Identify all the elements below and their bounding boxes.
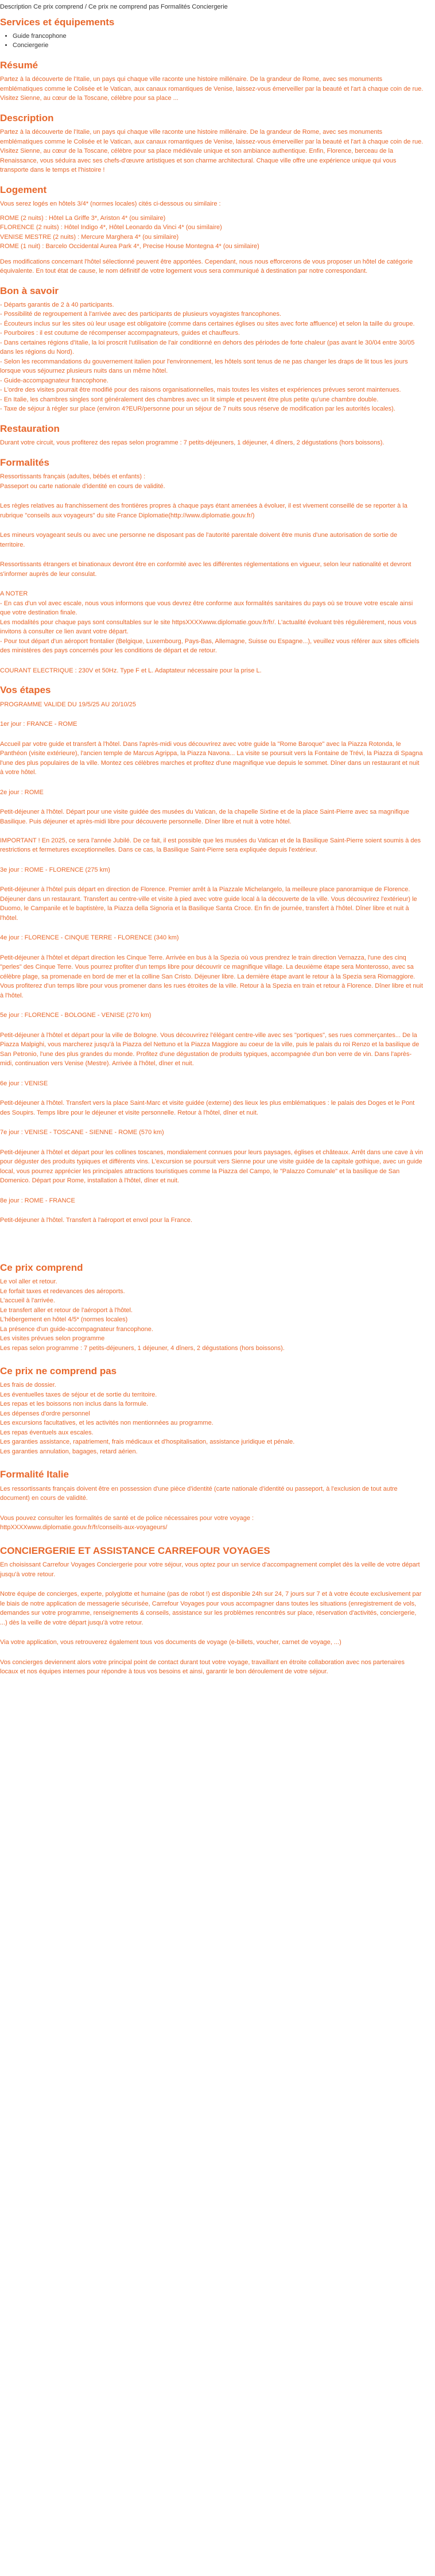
hotel-line: FLORENCE (2 nuits) : Hôtel Indigo 4*, Hôtel Leonardo da Vinci 4* (ou similaire) bbox=[0, 224, 222, 231]
day-text: Petit-déjeuner à l'hôtel et départ direction les Cinque Terre. Arrivée en bus à la Spezia où vous prendrez le train direction Vernazza, l'une des cinq "perles" des Cinque Terre. Vous pourrez profiter d'un temps libre pour découvrir ce magnifique village. La deuxième étape sera Monterosso, avec sa célèbre plage, sa promenade en bord de mer et la colline San Cristo. Déjeuner libre. La dernière étape avant le retour à la Spezia sera Riomaggiore. Vous profiterez d'un temps libre pour vous promener dans les rues étroites de la ville. Retour à la Spezia en train et retour à Florence. Dîner libre et nuit à l'hôtel. bbox=[0, 954, 424, 999]
prix-comprend-line: Le transfert aller et retour de l'aéroport à l'hôtel. bbox=[0, 1306, 133, 1314]
hotel-line: VENISE MESTRE (2 nuits) : Mercure Marghera 4* (ou similaire) bbox=[0, 233, 179, 241]
day-text: Petit-déjeuner à l'hôtel. Départ pour une visite guidée des musées du Vatican, de la chapelle Sixtine et de la place Saint-Pierre avec sa magnifique Basilique. Puis déjeuner et après-midi libre pour découverte personnelle. Dîner libre et nuit à votre hôtel. IMPORTANT ! En 2025, ce sera l'année Jubilé. De ce fait, il est possible que les musées du Vatican et de la Basilique Saint-Pierre soient soumis à des restrictions et fermetures exceptionnelles. Dans ce cas, la Basilique Saint-Pierre sera expliquée depuis l'extérieur. bbox=[0, 809, 421, 854]
logement-hotels bbox=[0, 214, 424, 252]
prix-ne-comprend-line: Les garanties assistance, rapatriement, frais médicaux et d'hospitalisation, assistance juridique et pénale. bbox=[0, 1438, 295, 1446]
programme-validity: PROGRAMME VALIDE DU 19/5/25 AU 20/10/25 bbox=[0, 701, 137, 708]
prix-ne-comprend-line: Les éventuelles taxes de séjour et de sortie du territoire. bbox=[0, 1391, 157, 1398]
prix-comprend-line: Les visites prévues selon programme bbox=[0, 1335, 105, 1343]
day-title: 3e jour : ROME - FLORENCE (275 km) bbox=[0, 866, 110, 873]
logement-note: Des modifications concernant l'hôtel sélectionné peuvent être apportées. Cependant, nous nous efforcerons de vous proposer un hôtel de catégorie équivalente. En tout état de cause, le nom définitif de votre logement vous sera communiqué à destination par notre correspondant. bbox=[0, 258, 413, 275]
bon-savoir-line: - Guide-accompagnateur francophone. bbox=[0, 377, 108, 384]
restauration-title: Restauration bbox=[0, 423, 60, 434]
bon-savoir-list bbox=[0, 300, 424, 414]
hotel-line: ROME (2 nuits) : Hôtel La Griffe 3*, Ariston 4* (ou similaire) bbox=[0, 214, 166, 222]
logement-intro: Vous serez logés en hôtels 3/4* (normes locales) cités ci-dessous ou similaire : bbox=[0, 200, 221, 208]
day-title: 2e jour : ROME bbox=[0, 788, 44, 796]
day-title: 5e jour : FLORENCE - BOLOGNE - VENISE (270 km) bbox=[0, 1012, 152, 1019]
prix-comprend-line: Le vol aller et retour. bbox=[0, 1278, 57, 1286]
formalite-italie-para: Vous pouvez consulter les formalités de santé et de police nécessaires pour votre voyage : httpXXXXwww.diplomatie.gouv.fr/fr/conseils-aux-voyageurs/ bbox=[0, 1514, 254, 1531]
formalites-para: Ressortissants français (adultes, bébés et enfants) : Passeport ou carte nationale d'identité en cours de validité. bbox=[0, 473, 165, 490]
conciergerie-para: Via votre application, vous retrouverez également tous vos documents de voyage (e-billets, voucher, carnet de voyage, ...) bbox=[0, 1639, 341, 1646]
hotel-line: ROME (1 nuit) : Barcelo Occidental Aurea Park 4*, Precise House Montegna 4* (ou similaire) bbox=[0, 243, 259, 250]
bon-savoir-line: - Taxe de séjour à régler sur place (environ 4?EUR/personne pour un séjour de 7 nuits sous réserve de modification par les autorités locales). bbox=[0, 405, 395, 413]
services-item: • Guide francophone bbox=[13, 32, 424, 41]
restauration-text: Durant votre circuit, vous profiterez des repas selon programme : 7 petits-déjeuners, 1 déjeuner, 4 dîners, 2 dégustations (hors boissons). bbox=[0, 439, 384, 447]
services-title: Services et équipements bbox=[0, 16, 115, 28]
prix-comprend-list bbox=[0, 1277, 424, 1353]
services-item: • Conciergerie bbox=[13, 41, 424, 51]
prix-ne-comprend-list bbox=[0, 1380, 424, 1456]
day-title: 1er jour : FRANCE - ROME bbox=[0, 721, 77, 728]
day-text: Petit-déjeuner à l'hôtel et départ pour la ville de Bologne. Vous découvrirez l'élégant centre-ville avec ses "portiques", ses rues commerçantes... De la Piazza Malpighi, vous marcherez jusqu'à la Piazza del Nettuno et la Piazza Maggiore au coeur de la ville, puis le palais du roi Renzo et la basilique de San Petronio, l'une des plus grandes du monde. Profitez d'une dégustation de produits typiques, accompagnée d'un bon verre de vin. Dans l'après-midi, continuation vers Venise (Mestre). Arrivée à l'hôtel, dîner et nuit. bbox=[0, 1031, 420, 1067]
formalite-italie-para: Les ressortissants français doivent être en possession d'une pièce d'identité (carte nationale d'identité ou passeport, à l'exclusion de tout autre document) en cours de validité. bbox=[0, 1485, 398, 1502]
prix-ne-comprend-line: Les dépenses d'ordre personnel bbox=[0, 1410, 90, 1417]
prix-comprend-line: L'accueil à l'arrivée. bbox=[0, 1297, 55, 1305]
prix-ne-comprend-line: Les repas et les boissons non inclus dans la formule. bbox=[0, 1401, 149, 1408]
day-text: Petit-déjeuner à l'hôtel. Transfert vers la place Saint-Marc et visite guidée (externe) des lieux les plus emblématiques : le palais des Doges et le Pont des Soupirs. Temps libre pour le déjeuner et visite personnelle. Retour à l'hôtel, dîner et nuit. bbox=[0, 1100, 415, 1116]
day-text: Petit-déjeuner à l'hôtel et départ pour les collines toscanes, mondialement connues pour leurs paysages, églises et châteaux. Arrêt dans une cave à vin pour déguster des produits typiques et différents vins. L'excursion se poursuit vers Sienne pour une visite guidée de la capitale gothique, avec un guide local, vous pourrez apprécier les principales attractions touristiques comme la Piazza del Campo, le "Palazzo Comunale" et la basilique de San Domenico. Départ pour Rome, installation à l'hôtel, dîner et nuit. bbox=[0, 1148, 424, 1185]
day-text: Petit-déjeuner à l'hôtel puis départ en direction de Florence. Premier arrêt à la Piazzale Michelangelo, la meilleure place panoramique de Florence. Déjeuner dans un restaurant. Transfert au centre-ville et visite à pied avec votre guide local à la découverte de la ville. Vous découvrirez l'extérieur) le Duomo, le Campanile et le baptistère, la Piazza della Signoria et la Basilique Santa Croce. En fin de journée, transfert à l'hôtel. Dîner libre et nuit à l'hôtel. bbox=[0, 886, 417, 922]
day-title: 6e jour : VENISE bbox=[0, 1080, 48, 1087]
conciergerie-para: Notre équipe de concierges, experte, polyglotte et humaine (pas de robot !) est disponible 24h sur 24, 7 jours sur 7 et à votre écoute exclusivement par le biais de notre application de messagerie sécurisée, Carrefour Voyages pour vous accompagner dans toutes les situations (enregistrement de vols, demandes sur votre programme, renseignements & conseils, assistance sur les problèmes rencontrés sur place, réservation d'activités, conciergerie, ...) dès la veille de votre départ jusqu'à votre retour. bbox=[0, 1591, 422, 1626]
top-nav-text: Description Ce prix comprend / Ce prix ne comprend pas Formalités Conciergerie bbox=[0, 3, 228, 10]
prix-comprend-line: La présence d'un guide-accompagnateur francophone. bbox=[0, 1325, 153, 1333]
description-title: Description bbox=[0, 112, 54, 123]
prix-ne-comprend-title: Ce prix ne comprend pas bbox=[0, 1366, 117, 1377]
conciergerie-para: En choisissant Carrefour Voyages Conciergerie pour votre séjour, vous optez pour un service d'accompagnement complet dès la veille de votre départ jusqu'à votre retour. bbox=[0, 1561, 420, 1578]
vos-etapes-title: Vos étapes bbox=[0, 684, 51, 696]
bon-savoir-title: Bon à savoir bbox=[0, 285, 59, 296]
formalites-para: A NOTER - En cas d'un vol avec escale, nous vous informons que vous devrez être conforme aux formalités sanitaires du pays où se trouve votre escale ainsi que votre destination finale. Les modalités pour chaque pays sont consultables sur le site httpsXXXXwww.diplomatie.gouv.fr/fr/. L'actualité évoluant très régulièrement, nous vous invitons à consulter ce lien avant votre départ. - Pour tout départ d'un aéroport frontalier (Belgique, Luxembourg, Pays-Bas, Allemagne, Suisse ou Espagne...), veuillez vous référer aux sites officiels des ministères des pays concernés pour les conditions de départ et de retour. bbox=[0, 590, 420, 655]
resume-title: Résumé bbox=[0, 59, 38, 71]
bon-savoir-line: - En Italie, les chambres singles sont généralement des chambres avec un lit simple et peuvent être plus petite qu'une chambre double. bbox=[0, 396, 379, 403]
prix-comprend-line: Les repas selon programme : 7 petits-déjeuners, 1 déjeuner, 4 dîners, 2 dégustations (hors boissons). bbox=[0, 1344, 285, 1352]
bon-savoir-line: - L'ordre des visites pourrait être modifié pour des raisons organisationnelles, mais toutes les visites et expériences prévues seront maintenues. bbox=[0, 386, 401, 394]
day-title: 8e jour : ROME - FRANCE bbox=[0, 1197, 75, 1204]
description-text: Partez à la découverte de l'Italie, un pays qui chaque ville raconte une histoire millénaire. De la grandeur de Rome, avec ses monuments emblématiques comme le Colisée et le Vatican, aux canaux romantiques de Venise, laissez-vous émerveiller par la beauté et l'art à chaque coin de rue. Visitez Sienne, au cœur de la Toscane, célèbre pour sa place médiévale unique et son ambiance authentique. Enfin, Florence, berceau de la Renaissance, vous séduira avec ses chefs-d'œuvre artistiques et son charme architectural. Chaque ville offre une expérience unique qui vous transporte dans le temps et l'histoire ! bbox=[0, 129, 424, 174]
prix-ne-comprend-line: Les garanties annulation, bagages, retard aérien. bbox=[0, 1448, 138, 1455]
bon-savoir-line: - Dans certaines régions d'Italie, la loi proscrit l'utilisation de l'air conditionné en dehors des périodes de forte chaleur (pas avant le 30/04 entre 30/05 dans les régions du Nord). bbox=[0, 339, 415, 356]
formalites-para: Ressortissants étrangers et binationaux devront être en conformité avec les différentes réglementations en vigueur, selon leur nationalité et devront s'informer auprès de leur consulat. bbox=[0, 561, 411, 578]
prix-comprend-line: Le forfait taxes et redevances des aéroports. bbox=[0, 1287, 125, 1295]
formalites-para: Les règles relatives au franchissement des frontières propres à chaque pays étant amenées à évoluer, il est vivement conseillé de se reporter à la rubrique "conseils aux voyageurs" du site France Diplomatie(http://www.diplomatie.gouv.fr/) bbox=[0, 502, 407, 519]
formalites-para: COURANT ELECTRIQUE : 230V et 50Hz. Type F et L. Adaptateur nécessaire pour la prise L. bbox=[0, 667, 262, 674]
formalite-italie-title: Formalité Italie bbox=[0, 1469, 69, 1480]
prix-ne-comprend-line: Les frais de dossier. bbox=[0, 1382, 56, 1389]
prix-comprend-line: L'hébergement en hôtel 4/5* (normes locales) bbox=[0, 1316, 128, 1324]
prix-comprend-title: Ce prix comprend bbox=[0, 1262, 83, 1273]
day-text: Petit-déjeuner à l'hôtel. Transfert à l'aéroport et envol pour la France. bbox=[0, 1217, 192, 1224]
logement-title: Logement bbox=[0, 184, 47, 195]
bon-savoir-line: - Possibilité de regroupement à l'arrivée avec des participants de plusieurs voyagistes francophones. bbox=[0, 311, 282, 318]
services-list bbox=[0, 32, 424, 51]
bon-savoir-line: - Selon les recommandations du gouvernement italien pour l'environnement, les hôtels sont tenus de ne pas changer les draps de lit tous les jours lorsque vous séjournez plusieurs nuits dans un même hôtel. bbox=[0, 358, 408, 375]
prix-ne-comprend-line: Les excursions facultatives, et les activités non mentionnées au programme. bbox=[0, 1419, 213, 1427]
conciergerie-title: CONCIERGERIE ET ASSISTANCE CARREFOUR VOYAGES bbox=[0, 1545, 270, 1556]
day-title: 4e jour : FLORENCE - CINQUE TERRE - FLORENCE (340 km) bbox=[0, 934, 179, 942]
day-title: 7e jour : VENISE - TOSCANE - SIENNE - ROME (570 km) bbox=[0, 1129, 164, 1136]
formalites-title: Formalités bbox=[0, 457, 49, 468]
day-text: Accueil par votre guide et transfert à l'hôtel. Dans l'après-midi vous découvrirez avec votre guide la "Rome Baroque" avec la Piazza Rotonda, le Panthéon (visite extérieure), l'ancien temple de Marcus Agrippa, la Piazza Navona... La visite se poursuit vers la Fontaine de Trévi, la Piazza di Spagna l'une des plus populaires de la ville. Montez ces célèbres marches et profitez d'une magnifique vue depuis le sommet. Dîner dans un restaurant et nuit à votre hôtel. bbox=[0, 740, 423, 776]
bon-savoir-line: - Écouteurs inclus sur les sites où leur usage est obligatoire (comme dans certaines églises ou sites avec forte affluence) et selon la taille du groupe. bbox=[0, 320, 415, 327]
formalites-para: Les mineurs voyageant seuls ou avec une personne ne disposant pas de l'autorité parentale doivent être munis d'une autorisation de sortie de territoire. bbox=[0, 532, 398, 548]
bon-savoir-line: - Pourboires : il est coutume de récompenser accompagnateurs, guides et chauffeurs. bbox=[0, 330, 240, 337]
resume-text: Partez à la découverte de l'Italie, un pays qui chaque ville raconte une histoire millénaire. De la grandeur de Rome, avec ses monuments emblématiques comme le Colisée et le Vatican, aux canaux romantiques de Venise, laissez-vous émerveiller par la beauté et l'art à chaque coin de rue. Visitez Sienne, au cœur de la Toscane, célèbre pour sa place ... bbox=[0, 76, 424, 102]
conciergerie-para: Vos concierges deviennent alors votre principal point de contact durant tout votre voyage, travaillant en étroite collaboration avec nos partenaires locaux et nos équipes internes pour répondre à tous vos besoins et ainsi, garantir le bon déroulement de votre séjour. bbox=[0, 1658, 405, 1676]
prix-ne-comprend-line: Les repas éventuels aux escales. bbox=[0, 1429, 94, 1436]
bon-savoir-line: - Départs garantis de 2 à 40 participants. bbox=[0, 301, 114, 308]
